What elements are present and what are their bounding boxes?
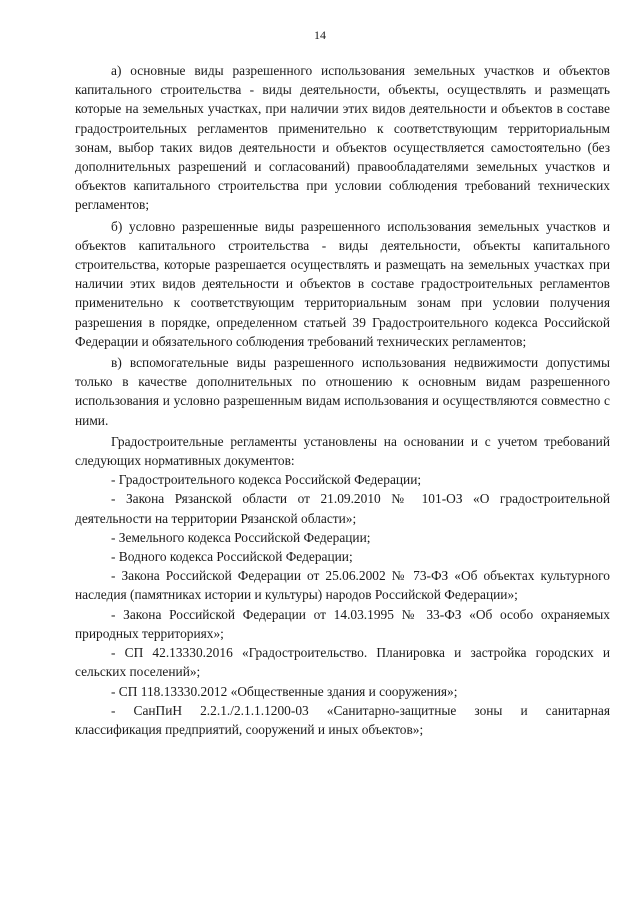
list-item: - Водного кодекса Российской Федерации; <box>111 549 353 565</box>
paragraph-main-uses: а) основные виды разрешенного использования земельных участков и объектов капитального строительства - виды деятельности, объекты, осуществлять и размещать которые на земельных участках, при наличии этих видов деятельности и объектов в составе градостроительных регламентов применительно к соответствующим территориальным зонам, выбор таких видов деятельности и объектов осуществляется самостоятельно (без дополнительных разрешений и согласований) правообладателями земельных участков и объектов капитального строительства при условии соблюдения требований технических регламентов; <box>75 63 610 213</box>
list-item: - СП 118.13330.2012 «Общественные здания и сооружения»; <box>111 683 458 699</box>
list-item: - Земельного кодекса Российской Федерации; <box>111 529 371 545</box>
document-body <box>75 61 610 739</box>
paragraph-regulations-basis: Градостроительные регламенты установлены на основании и с учетом требований следующих нормативных документов: <box>75 433 610 469</box>
page-number: 14 <box>314 28 326 42</box>
list-item: - Закона Российской Федерации от 14.03.1995 № 33-ФЗ «Об особо охраняемых природных территориях»; <box>75 606 610 641</box>
list-item: - Закона Российской Федерации от 25.06.2002 № 73-ФЗ «Об объектах культурного наследия (памятниках истории и культуры) народов Российской Федерации»; <box>75 568 610 603</box>
paragraph-conditional-uses: б) условно разрешенные виды разрешенного использования земельных участков и объектов капитального строительства - виды деятельности, объекты капитального строительства, которые разрешается осуществлять и размещать на земельных участках при наличии этих видов деятельности и объектов в составе градостроительных регламентов применительно к соответствующим территориальным зонам при условии получения разрешения в порядке, определенном статьей 39 Градостроительного кодекса Российской Федерации и обязательного соблюдения требований технических регламентов; <box>75 218 610 349</box>
list-item: - СанПиН 2.2.1./2.1.1.1200-03 «Санитарно-защитные зоны и санитарная классификация предприятий, сооружений и иных объектов»; <box>75 702 610 737</box>
list-item: - СП 42.13330.2016 «Градостроительство. Планировка и застройка городских и сельских поселений»; <box>75 645 610 680</box>
list-item: - Градостроительного кодекса Российской Федерации; <box>111 472 422 488</box>
list-item: - Закона Рязанской области от 21.09.2010 № 101-ОЗ «О градостроительной деятельности на территории Рязанской области»; <box>75 491 610 526</box>
paragraph-auxiliary-uses: в) вспомогательные виды разрешенного использования недвижимости допустимы только в качестве дополнительных по отношению к основным видам разрешенного использования и условно разрешенным видам использования и осуществляются совместно с ними. <box>75 355 610 428</box>
